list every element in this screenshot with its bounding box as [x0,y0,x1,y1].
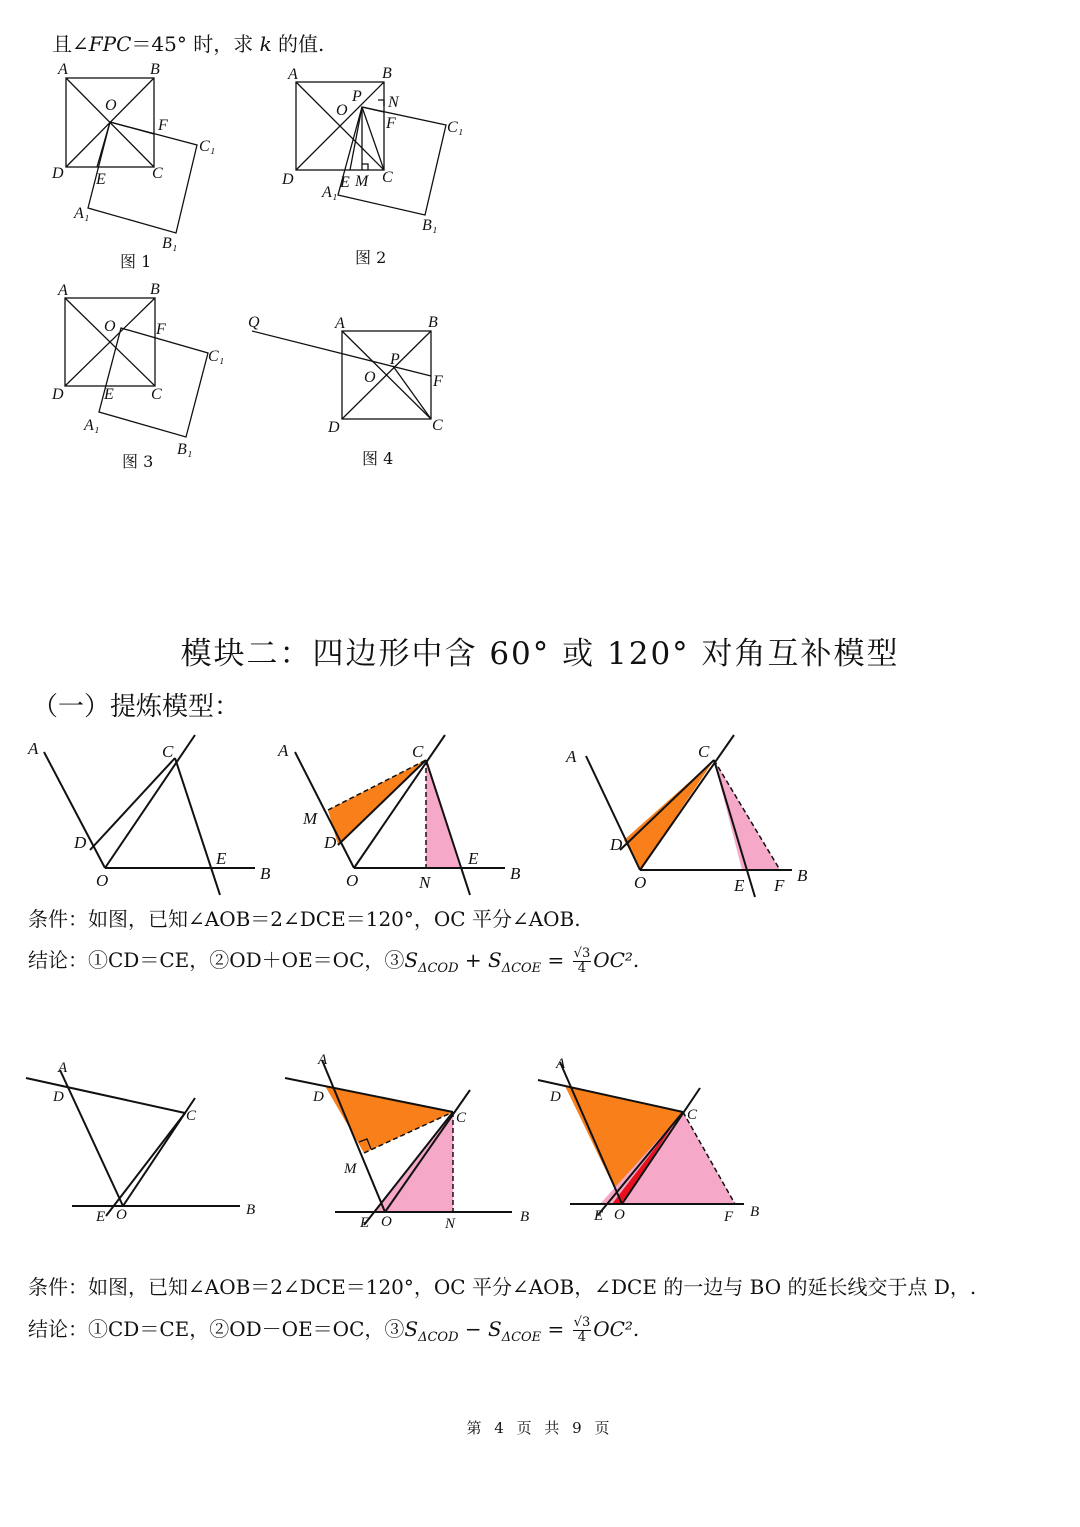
model-1-panel-b [277,735,521,895]
label-fig3-c1: C₁ [208,348,225,365]
label-m1c-e: E [734,876,745,895]
label-fig2-f: F [386,115,396,132]
label-m2a-c: C [186,1108,197,1124]
figures-1-4 [0,55,480,480]
label-m2c-d: D [550,1089,561,1105]
label-fig2-c: C [382,169,393,186]
label-m2a-o: O [116,1207,127,1223]
model-2-figures [0,1052,790,1237]
caption-fig-4: 图 4 [362,449,394,468]
label-fig4-o: O [364,369,376,386]
label-fig2-o: O [336,102,348,119]
label-m1b-c: C [412,742,424,761]
label-fig1-c: C [152,165,163,182]
model-2-panel-c [538,1056,759,1225]
figure-1 [51,61,215,271]
label-m2a-b: B [246,1202,256,1218]
label-m2b-c: C [456,1110,467,1126]
label-fig2-c1: C₁ [447,119,464,136]
label-fig3-d: D [52,386,64,403]
label-fig2-d: D [282,171,294,188]
label-fig4-f: F [433,373,443,390]
figure-4 [248,314,443,468]
label-m2c-f: F [724,1209,734,1225]
label-fig1-a: A [58,61,68,78]
label-m1a-b: B [260,864,271,883]
model-2-panel-a [26,1060,255,1225]
label-m2b-a: A [318,1052,328,1068]
label-fig3-c: C [151,386,162,403]
label-fig3-a: A [58,282,68,299]
label-fig3-f: F [156,321,166,338]
label-m1a-a: A [28,739,39,758]
fraction: $\frac{√3}{4}$ [573,946,591,976]
model-1-figures [0,728,840,903]
label-m2b-d: D [313,1089,324,1105]
label-fig3-e: E [104,386,114,403]
label-fig2-m: M [355,173,369,190]
label-m2c-b: B [750,1204,760,1220]
label-m2b-b: B [520,1209,530,1225]
label-fig1-d: D [52,165,64,182]
label-m1b-e: E [468,849,479,868]
fraction: $\frac{√3}{4}$ [573,1315,591,1345]
label-m1c-d: D [610,835,623,854]
label-m2b-e: E [360,1215,370,1231]
label-m1a-c: C [162,742,174,761]
orange-triangle [624,760,714,870]
label-fig1-c1: C₁ [199,138,216,155]
label-m1c-o: O [634,873,647,892]
label-m1b-a: A [278,741,289,760]
figure-3 [51,281,224,471]
label-fig2-a: A [288,66,298,83]
page-footer: 第 4 页 共 9 页 [466,1419,614,1437]
caption-fig-2: 图 2 [355,248,387,267]
label-m2b-n: N [445,1216,456,1232]
label-fig2-e: E [340,174,350,191]
label-m1c-f: F [774,876,785,895]
label-m2b-m: M [344,1161,357,1177]
label-m2a-d: D [53,1089,64,1105]
module-title: 模块二：四边形中含 60° 或 120° 对角互补模型 [180,636,900,672]
label-m1b-d: D [324,833,337,852]
label-fig1-o: O [105,97,117,114]
label-m1b-m: M [303,809,318,828]
label-m1a-d: D [74,833,87,852]
model-2-panel-b [285,1052,529,1232]
model-1-panel-c [565,735,808,897]
model-1-panel-a [27,735,271,895]
caption-fig-1: 图 1 [120,252,152,271]
label-fig4-d: D [328,419,340,436]
condition-1: 条件：如图，已知∠AOB＝2∠DCE＝120°，OC 平分∠AOB. [28,907,581,931]
label-m1c-a: A [566,747,577,766]
label-fig1-e: E [96,171,106,188]
figure-2 [281,65,463,267]
label-m1a-o: O [96,871,109,890]
label-fig3-o: O [104,318,116,335]
label-m1c-b: B [797,866,808,885]
label-fig1-f: F [158,117,168,134]
label-m2a-a: A [58,1060,68,1076]
label-fig1-b1: B₁ [162,235,178,252]
label-fig4-b: B [428,314,438,331]
condition-2: 条件：如图，已知∠AOB＝2∠DCE＝120°，OC 平分∠AOB，∠DCE 的一边与 BO 的延长线交于点 D，. [28,1275,977,1299]
label-fig3-a1: A₁ [84,417,100,434]
label-fig4-a: A [335,315,345,332]
label-m1b-b: B [510,864,521,883]
label-m1b-o: O [346,871,359,890]
label-m1c-c: C [698,742,710,761]
label-m2a-e: E [96,1209,106,1225]
label-fig1-a1: A₁ [74,205,90,222]
label-fig2-b1: B₁ [422,217,438,234]
label-m2b-o: O [381,1214,392,1230]
conclusion-2: 结论：①CD＝CE，②OD－OE＝OC，$③S_{\Delta COD} - S_{\Delta COE}$ = $\frac{√3}{4}$ OC². [28,1315,640,1345]
label-fig1-b: B [150,61,160,78]
label-fig4-c: C [432,417,443,434]
label-m1b-n: N [419,873,431,892]
label-fig2-a1: A₁ [322,184,338,201]
label-fig4-p: P [390,351,400,368]
label-fig2-n: N [388,94,399,111]
label-m1a-e: E [216,849,227,868]
label-fig2-b: B [382,65,392,82]
label-m2c-o: O [614,1207,625,1223]
section-title: （一）提炼模型： [32,692,241,722]
label-m2c-a: A [556,1056,566,1072]
problem-text-line: 且∠FPC＝45° 时，求 k 的值. [52,32,325,56]
label-m2c-c: C [687,1107,698,1123]
label-fig3-b: B [150,281,160,298]
caption-fig-3: 图 3 [122,452,154,471]
label-m2c-e: E [594,1208,604,1224]
label-fig3-b1: B₁ [177,441,193,458]
conclusion-1: 结论：①CD＝CE，②OD＋OE＝OC，$③S_{\Delta COD} + S_{\Delta COE}$ = $\frac{√3}{4}$ OC². [28,946,640,976]
label-fig4-q: Q [248,314,260,331]
label-fig2-p: P [352,88,362,105]
